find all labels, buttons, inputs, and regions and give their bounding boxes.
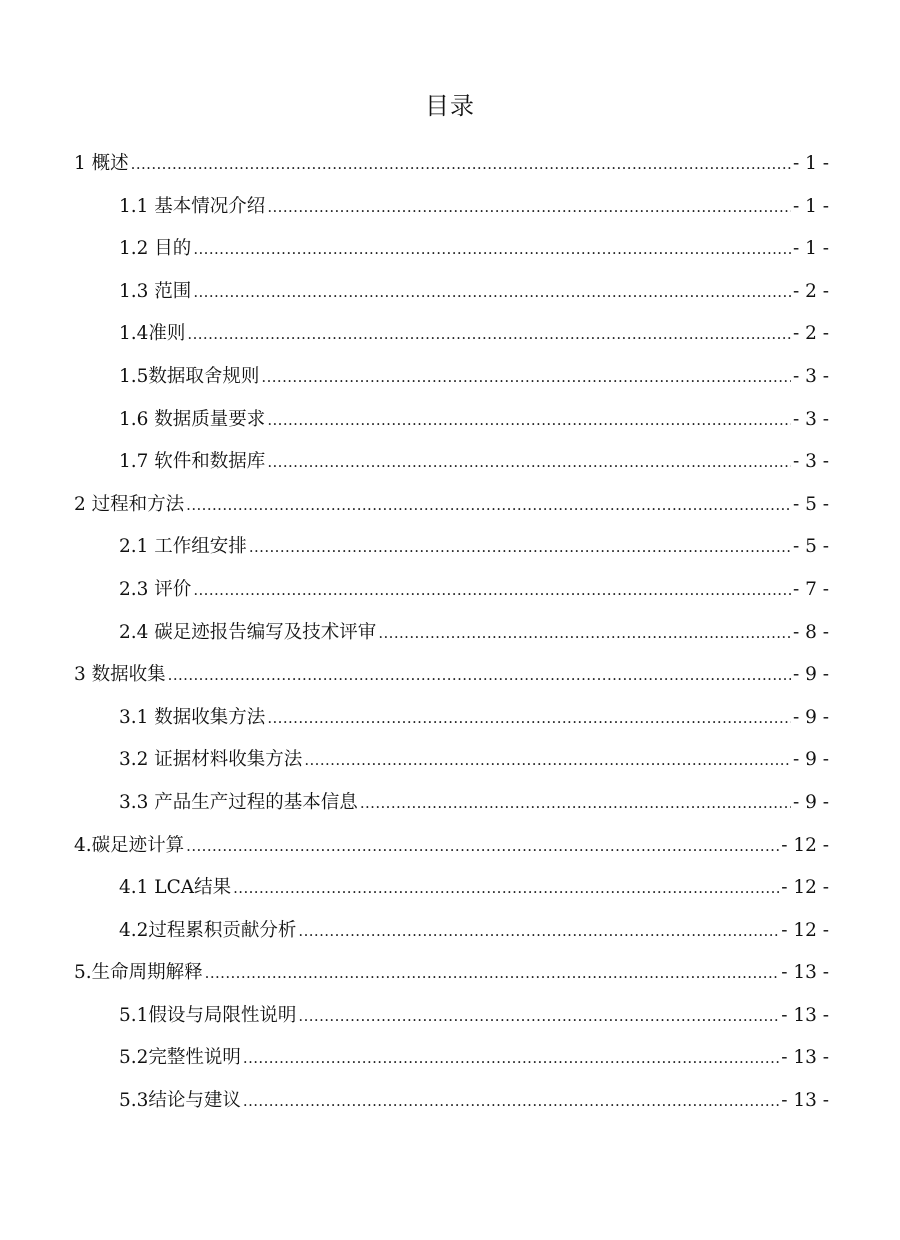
toc-entry-label: 1.5数据取舍规则 xyxy=(119,365,260,387)
toc-entry-page-number: - 9 - xyxy=(792,706,829,728)
toc-entry-page-number: - 2 - xyxy=(792,280,829,302)
dot-leader xyxy=(261,356,791,399)
toc-entry-label: 1.4准则 xyxy=(119,323,186,345)
toc-section-entry[interactable] xyxy=(0,569,900,612)
dot-leader xyxy=(360,782,791,825)
table-of-contents xyxy=(0,143,900,1123)
toc-section-entry[interactable] xyxy=(0,612,900,655)
toc-section-entry[interactable] xyxy=(0,271,900,314)
toc-entry-page-number: - 1 - xyxy=(792,238,829,260)
toc-entry-label: 1.1 基本情况介绍 xyxy=(119,195,266,217)
toc-entry-label: 3 数据收集 xyxy=(74,664,166,686)
dot-leader xyxy=(243,1080,779,1123)
toc-section-entry[interactable] xyxy=(0,739,900,782)
dot-leader xyxy=(205,952,780,995)
dot-leader xyxy=(168,654,791,697)
dot-leader xyxy=(131,143,791,186)
toc-entry-label: 2.1 工作组安排 xyxy=(119,536,247,558)
toc-entry-label: 1 概述 xyxy=(74,153,129,174)
toc-chapter-entry[interactable] xyxy=(0,825,900,868)
dot-leader xyxy=(298,995,779,1038)
toc-entry-label: 3.1 数据收集方法 xyxy=(119,706,266,728)
toc-entry-page-number: - 2 - xyxy=(792,323,829,345)
dot-leader xyxy=(193,569,791,612)
toc-entry-page-number: - 13 - xyxy=(781,1004,829,1026)
toc-entry-label: 4.2过程累积贡献分析 xyxy=(119,919,297,941)
toc-entry-page-number: - 12 - xyxy=(781,919,829,941)
toc-entry-page-number: - 13 - xyxy=(781,1090,829,1112)
toc-entry-page-number: - 5 - xyxy=(792,493,829,515)
toc-entry-label: 4.碳足迹计算 xyxy=(74,834,185,856)
dot-leader xyxy=(267,697,791,740)
toc-section-entry[interactable] xyxy=(0,995,900,1038)
toc-entry-label: 1.3 范围 xyxy=(119,280,192,302)
toc-section-entry[interactable] xyxy=(0,782,900,825)
toc-section-entry[interactable] xyxy=(0,1037,900,1080)
toc-chapter-entry[interactable] xyxy=(0,654,900,697)
toc-entry-label: 5.2完整性说明 xyxy=(119,1047,241,1069)
toc-entry-label: 3.3 产品生产过程的基本信息 xyxy=(119,791,358,813)
toc-entry-page-number: - 7 - xyxy=(792,578,829,600)
toc-entry-page-number: - 3 - xyxy=(792,365,829,387)
toc-chapter-entry[interactable] xyxy=(0,484,900,527)
toc-entry-label: 1.2 目的 xyxy=(119,238,192,260)
toc-entry-page-number: - 9 - xyxy=(792,749,829,771)
toc-entry-label: 2.3 评价 xyxy=(119,578,192,600)
toc-entry-page-number: - 8 - xyxy=(792,621,829,643)
toc-entry-page-number: - 5 - xyxy=(792,536,829,558)
toc-entry-page-number: - 1 - xyxy=(792,153,829,174)
toc-section-entry[interactable] xyxy=(0,186,900,229)
toc-entry-page-number: - 3 - xyxy=(792,451,829,473)
toc-section-entry[interactable] xyxy=(0,441,900,484)
dot-leader xyxy=(267,186,791,229)
dot-leader xyxy=(186,484,791,527)
dot-leader xyxy=(249,526,791,569)
dot-leader xyxy=(187,313,791,356)
toc-entry-page-number: - 13 - xyxy=(781,962,829,984)
toc-entry-label: 2.4 碳足迹报告编写及技术评审 xyxy=(119,621,377,643)
dot-leader xyxy=(378,612,791,655)
toc-section-entry[interactable] xyxy=(0,910,900,953)
toc-entry-label: 5.1假设与局限性说明 xyxy=(119,1004,297,1026)
toc-entry-label: 2 过程和方法 xyxy=(74,493,185,515)
toc-section-entry[interactable] xyxy=(0,356,900,399)
toc-chapter-entry[interactable] xyxy=(0,952,900,995)
dot-leader xyxy=(298,910,779,953)
toc-entry-page-number: - 12 - xyxy=(781,877,829,899)
toc-entry-label: 5.3结论与建议 xyxy=(119,1090,241,1112)
toc-section-entry[interactable] xyxy=(0,697,900,740)
toc-entry-page-number: - 12 - xyxy=(781,834,829,856)
toc-entry-label: 3.2 证据材料收集方法 xyxy=(119,749,303,771)
toc-section-entry[interactable] xyxy=(0,399,900,442)
toc-entry-label: 5.生命周期解释 xyxy=(74,962,203,984)
toc-entry-page-number: - 1 - xyxy=(792,195,829,217)
toc-section-entry[interactable] xyxy=(0,867,900,910)
page-title: 目录 xyxy=(425,92,475,120)
dot-leader xyxy=(243,1037,779,1080)
toc-entry-page-number: - 9 - xyxy=(792,791,829,813)
dot-leader xyxy=(193,271,791,314)
toc-entry-page-number: - 13 - xyxy=(781,1047,829,1069)
toc-entry-page-number: - 9 - xyxy=(792,664,829,686)
toc-section-entry[interactable] xyxy=(0,1080,900,1123)
dot-leader xyxy=(267,399,791,442)
toc-entry-page-number: - 3 - xyxy=(792,408,829,430)
dot-leader xyxy=(267,441,791,484)
toc-chapter-entry[interactable] xyxy=(0,143,900,186)
toc-section-entry[interactable] xyxy=(0,313,900,356)
dot-leader xyxy=(233,867,779,910)
toc-entry-label: 1.6 数据质量要求 xyxy=(119,408,266,430)
dot-leader xyxy=(186,825,779,868)
toc-entry-label: 4.1 LCA结果 xyxy=(119,877,232,899)
toc-entry-label: 1.7 软件和数据库 xyxy=(119,451,266,473)
dot-leader xyxy=(193,228,791,271)
toc-section-entry[interactable] xyxy=(0,228,900,271)
dot-leader xyxy=(304,739,791,782)
toc-section-entry[interactable] xyxy=(0,526,900,569)
